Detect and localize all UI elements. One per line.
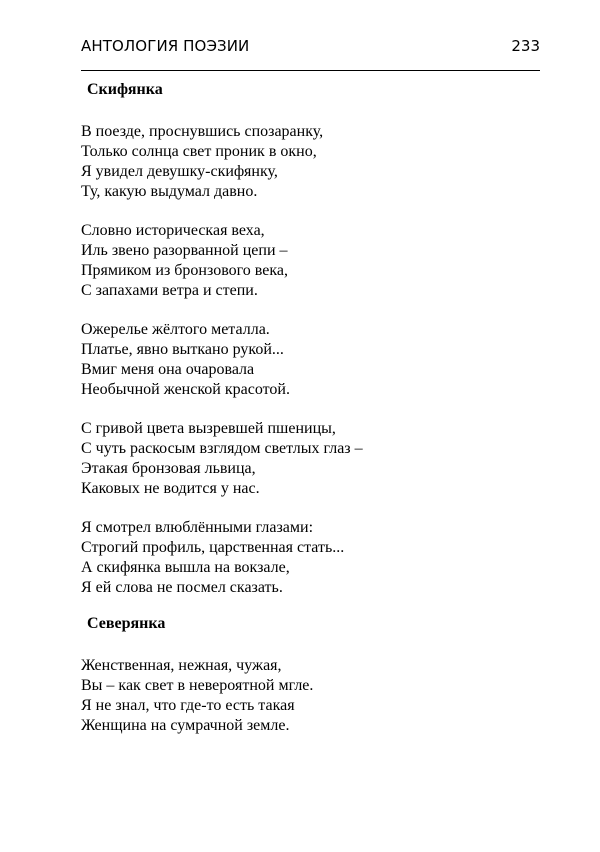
poem-line: Каковых не водится у нас. — [81, 480, 260, 497]
stanza — [81, 320, 541, 400]
poem-line: Прямиком из бронзового века, — [81, 262, 288, 279]
poem-line: С гривой цвета вызревшей пшеницы, — [81, 420, 336, 437]
running-header — [81, 36, 540, 58]
header-title: АНТОЛОГИЯ ПОЭЗИИ — [81, 37, 250, 55]
poem-line: Я ей слова не посмел сказать. — [81, 579, 283, 596]
header-rule — [81, 70, 540, 71]
poem-line: Я не знал, что где-то есть такая — [81, 697, 295, 714]
poem-line: Строгий профиль, царственная стать... — [81, 539, 345, 556]
poem-line: Вы – как свет в невероятной мгле. — [81, 677, 314, 694]
stanza — [81, 518, 541, 598]
poem-line: Ту, какую выдумал давно. — [81, 183, 258, 200]
poem-line: Только солнца свет проник в окно, — [81, 143, 317, 160]
poem-line: Иль звено разорванной цепи – — [81, 242, 288, 259]
poem-line: А скифянка вышла на вокзале, — [81, 559, 290, 576]
poem-line: Необычной женской красотой. — [81, 381, 290, 398]
stanza — [81, 656, 541, 736]
poem-line: Словно историческая веха, — [81, 222, 265, 239]
poem-line: С чуть раскосым взглядом светлых глаз – — [81, 440, 363, 457]
poem-skifyanka — [81, 80, 541, 598]
poem-title: Северянка — [87, 615, 166, 632]
poem-line: С запахами ветра и степи. — [81, 282, 258, 299]
poem-line: Я увидел девушку-скифянку, — [81, 163, 278, 180]
poem-line: Вмиг меня она очаровала — [81, 361, 255, 378]
stanza — [81, 221, 541, 301]
poem-line: Женственная, нежная, чужая, — [81, 657, 282, 674]
poem-title: Скифянка — [87, 81, 163, 98]
poem-severyanka — [81, 614, 541, 736]
page-number: 233 — [511, 37, 540, 55]
poem-line: Платье, явно выткано рукой... — [81, 341, 284, 358]
poem-line: Ожерелье жёлтого металла. — [81, 321, 270, 338]
poem-line: Женщина на сумрачной земле. — [81, 717, 290, 734]
poem-line: В поезде, проснувшись спозаранку, — [81, 123, 324, 140]
poem-line: Этакая бронзовая львица, — [81, 460, 256, 477]
poem-line: Я смотрел влюблёнными глазами: — [81, 519, 314, 536]
stanza — [81, 122, 541, 202]
stanza — [81, 419, 541, 499]
